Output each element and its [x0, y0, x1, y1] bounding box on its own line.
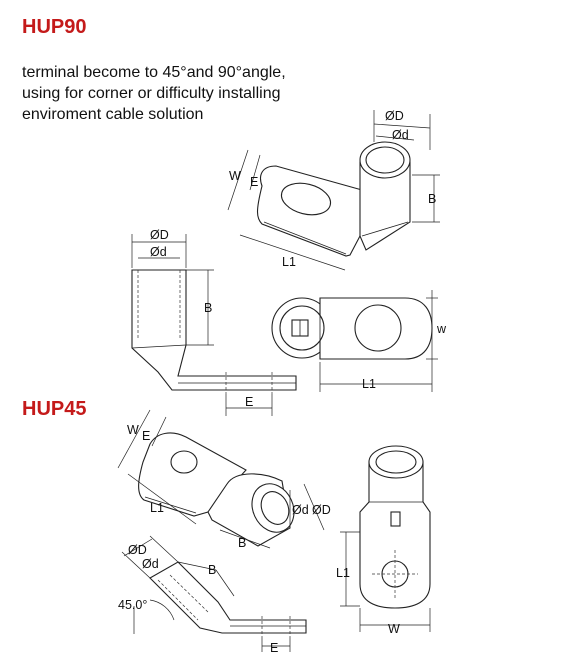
description-line-1: terminal become to 45°and 90°angle,: [22, 64, 286, 81]
hup45-iso-barrel-length-label: B: [238, 536, 247, 550]
hup90-side-edge-label: E: [245, 395, 254, 409]
hup45-iso-edge-label: E: [142, 429, 151, 443]
hup90-side-outer-diameter-label: ØD: [150, 228, 169, 242]
hup45-front-width-label: W: [388, 622, 400, 636]
hup45-front-view: [336, 446, 430, 636]
hup90-isometric-view: [228, 109, 440, 270]
hup90-side-inner-diameter-label: Ød: [150, 245, 167, 259]
description-line-2: using for corner or difficulty installing: [22, 85, 281, 102]
hup90-top-view: [272, 290, 447, 392]
hup45-side-edge-label: E: [270, 641, 279, 655]
hup45-iso-inner-diameter-label: Ød: [292, 503, 309, 517]
hup45-iso-length-label: L1: [150, 501, 164, 515]
hup45-side-inner-diameter-label: Ød: [142, 557, 159, 571]
hup90-iso-inner-diameter-label: Ød: [392, 128, 409, 142]
hup45-iso-outer-diameter-label: ØD: [312, 503, 331, 517]
hup45-side-lug-body: [150, 562, 306, 637]
description-line-3: enviroment cable solution: [22, 106, 204, 123]
hup90-iso-lug-body: [258, 142, 411, 256]
hup90-side-lug-body: [132, 270, 296, 394]
hup45-iso-width-label: W: [127, 423, 139, 437]
hup90-top-length-label: L1: [362, 377, 376, 391]
hup90-side-view: [132, 228, 296, 416]
hup90-iso-outer-diameter-label: ØD: [385, 109, 404, 123]
hup90-top-lug-body: [272, 298, 432, 359]
hup90-title: HUP90: [22, 16, 87, 38]
hup90-iso-edge-label: E: [250, 175, 259, 189]
hup45-side-view: [118, 536, 306, 655]
hup45-isometric-view: [118, 410, 331, 550]
hup45-front-lug-body: [360, 446, 430, 608]
hup45-iso-lug-body: [139, 433, 302, 546]
hup90-top-width-label: w: [437, 322, 447, 336]
hup90-side-barrel-length-label: B: [204, 301, 213, 315]
hup45-side-angle-label: 45.0°: [118, 598, 148, 612]
hup45-title: HUP45: [22, 398, 87, 420]
hup90-iso-width-label: W: [229, 169, 241, 183]
hup90-iso-length-label: L1: [282, 255, 296, 269]
hup45-side-barrel-length-label: B: [208, 563, 217, 577]
hup45-front-length-label: L1: [336, 566, 350, 580]
hup45-side-outer-diameter-label: ØD: [128, 543, 147, 557]
hup90-iso-barrel-length-label: B: [428, 192, 437, 206]
